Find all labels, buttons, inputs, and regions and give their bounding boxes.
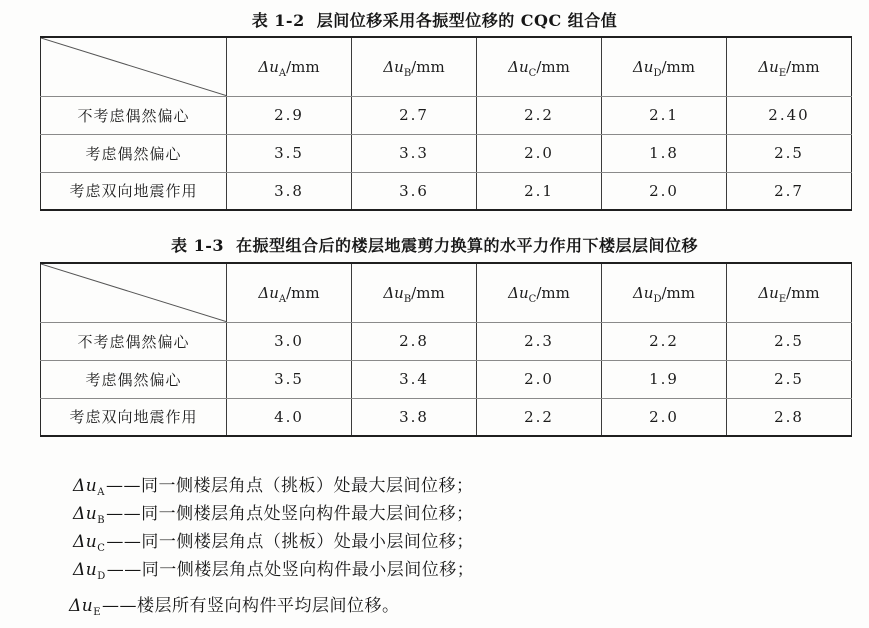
table-row — [41, 134, 852, 172]
value-cell: 2.5 — [727, 134, 852, 172]
value-cell: 3.5 — [227, 134, 352, 172]
footnote-text: ——同一侧楼层角点（挑板）处最小层间位移； — [106, 532, 474, 552]
column-header-duc — [477, 263, 602, 322]
column-header-dub — [352, 263, 477, 322]
value-cell: 2.3 — [477, 322, 602, 360]
delta-u-symbol: Δu — [632, 283, 654, 302]
value-cell: 2.1 — [477, 172, 602, 210]
subscript: B — [403, 293, 412, 305]
subscript: A — [278, 293, 287, 305]
subscript: D — [653, 67, 662, 79]
value-cell: 3.3 — [352, 134, 477, 172]
delta-u-symbol: $\Delta u_B$ — [73, 504, 106, 526]
table-1-2-title — [0, 8, 869, 31]
delta-u-symbol: Δu — [258, 283, 279, 302]
column-header-duc — [477, 37, 602, 96]
value-cell: 2.7 — [352, 96, 477, 134]
subscript: C — [528, 293, 537, 305]
value-cell: 4.0 — [227, 398, 352, 436]
diagonal-line — [41, 38, 226, 96]
footnote-text: ——同一侧楼层角点处竖向构件最小层间位移； — [106, 560, 475, 580]
column-header-dua — [227, 37, 352, 96]
value-cell: 1.9 — [602, 360, 727, 398]
row-label: 不考虑偶然偏心 — [41, 322, 227, 360]
row-label: 考虑双向地震作用 — [41, 398, 227, 436]
value-cell: 2.7 — [727, 172, 852, 210]
value-cell: 2.0 — [477, 360, 602, 398]
delta-u-symbol: Δu — [258, 57, 279, 76]
value-cell: 2.9 — [227, 96, 352, 134]
column-header-dud — [602, 263, 727, 322]
subscript: B — [403, 67, 412, 79]
value-cell: 2.5 — [727, 360, 852, 398]
value-cell: 1.8 — [602, 134, 727, 172]
table-1-3-caption: 在振型组合后的楼层地震剪力换算的水平力作用下楼层层间位移 — [235, 236, 698, 255]
delta-u-symbol: $\Delta u_D$ — [73, 560, 106, 582]
footnote-text: ——同一侧楼层角点（挑板）处最大层间位移； — [105, 476, 474, 496]
delta-u-symbol: $\Delta u_C$ — [73, 532, 106, 554]
table-row — [41, 172, 852, 210]
value-cell: 2.2 — [477, 398, 602, 436]
subscript: D — [653, 293, 662, 305]
diagonal-line — [41, 264, 226, 322]
table-row — [41, 96, 852, 134]
table-1-2-number: 表 1-2 — [251, 11, 305, 30]
unit-label: /mm — [411, 283, 445, 302]
value-cell: 2.0 — [477, 134, 602, 172]
table-1-3-header-row — [41, 263, 852, 322]
unit-label: /mm — [786, 57, 820, 76]
footnotes — [69, 472, 475, 620]
footnote-line-c — [73, 528, 474, 556]
unit-label: /mm — [536, 57, 570, 76]
subscript: E — [778, 67, 787, 79]
table-1-2-header-row — [41, 37, 852, 96]
unit-label: /mm — [286, 283, 320, 302]
unit-label: /mm — [661, 57, 696, 76]
value-cell: 3.4 — [352, 360, 477, 398]
value-cell: 2.5 — [727, 322, 852, 360]
table-1-2 — [40, 36, 852, 211]
column-header-dua — [227, 263, 352, 322]
footnote-line-b — [73, 500, 474, 528]
footnote-text: ——楼层所有竖向构件平均层间位移。 — [102, 596, 400, 616]
delta-u-symbol: Δu — [758, 57, 779, 76]
value-cell: 2.1 — [602, 96, 727, 134]
footnote-text: ——同一侧楼层角点处竖向构件最大层间位移； — [106, 504, 474, 524]
footnote-line-d — [73, 556, 474, 584]
unit-label: /mm — [411, 57, 445, 76]
table-1-2-caption: 层间位移采用各振型位移的 CQC 组合值 — [316, 11, 618, 30]
subscript: A — [278, 67, 287, 79]
value-cell: 2.0 — [602, 172, 727, 210]
subscript: C — [528, 67, 537, 79]
delta-u-symbol: Δu — [632, 57, 654, 76]
row-label: 不考虑偶然偏心 — [41, 96, 227, 134]
value-cell: 3.8 — [227, 172, 352, 210]
row-label: 考虑双向地震作用 — [41, 172, 227, 210]
column-header-dud — [602, 37, 727, 96]
table-1-3 — [40, 262, 852, 437]
value-cell: 2.40 — [727, 96, 852, 134]
table-1-3-number: 表 1-3 — [171, 236, 224, 255]
delta-u-symbol: Δu — [508, 283, 529, 302]
value-cell: 3.5 — [227, 360, 352, 398]
row-label: 考虑偶然偏心 — [41, 134, 227, 172]
unit-label: /mm — [661, 283, 696, 302]
value-cell: 2.8 — [727, 398, 852, 436]
diagonal-header-cell — [41, 263, 227, 322]
value-cell: 3.0 — [227, 322, 352, 360]
delta-u-symbol: Δu — [383, 57, 404, 76]
unit-label: /mm — [536, 283, 570, 302]
value-cell: 2.2 — [477, 96, 602, 134]
delta-u-symbol: $\Delta u_A$ — [73, 476, 105, 498]
column-header-dub — [352, 37, 477, 96]
value-cell: 2.2 — [602, 322, 727, 360]
table-row — [41, 398, 852, 436]
subscript: E — [778, 293, 787, 305]
unit-label: /mm — [786, 283, 820, 302]
footnote-line-e — [69, 592, 474, 620]
footnote-line-a — [73, 472, 474, 500]
column-header-due — [727, 263, 852, 322]
value-cell: 2.0 — [602, 398, 727, 436]
table-row — [41, 322, 852, 360]
diagonal-header-cell — [41, 37, 227, 96]
table-row — [41, 360, 852, 398]
unit-label: /mm — [286, 57, 320, 76]
row-label: 考虑偶然偏心 — [41, 360, 227, 398]
table-1-3-title — [0, 233, 869, 256]
value-cell: 3.6 — [352, 172, 477, 210]
value-cell: 3.8 — [352, 398, 477, 436]
delta-u-symbol: Δu — [508, 57, 529, 76]
delta-u-symbol: Δu — [383, 283, 404, 302]
column-header-due — [727, 37, 852, 96]
delta-u-symbol: $\Delta u_E$ — [69, 596, 102, 618]
delta-u-symbol: Δu — [758, 283, 779, 302]
value-cell: 2.8 — [352, 322, 477, 360]
